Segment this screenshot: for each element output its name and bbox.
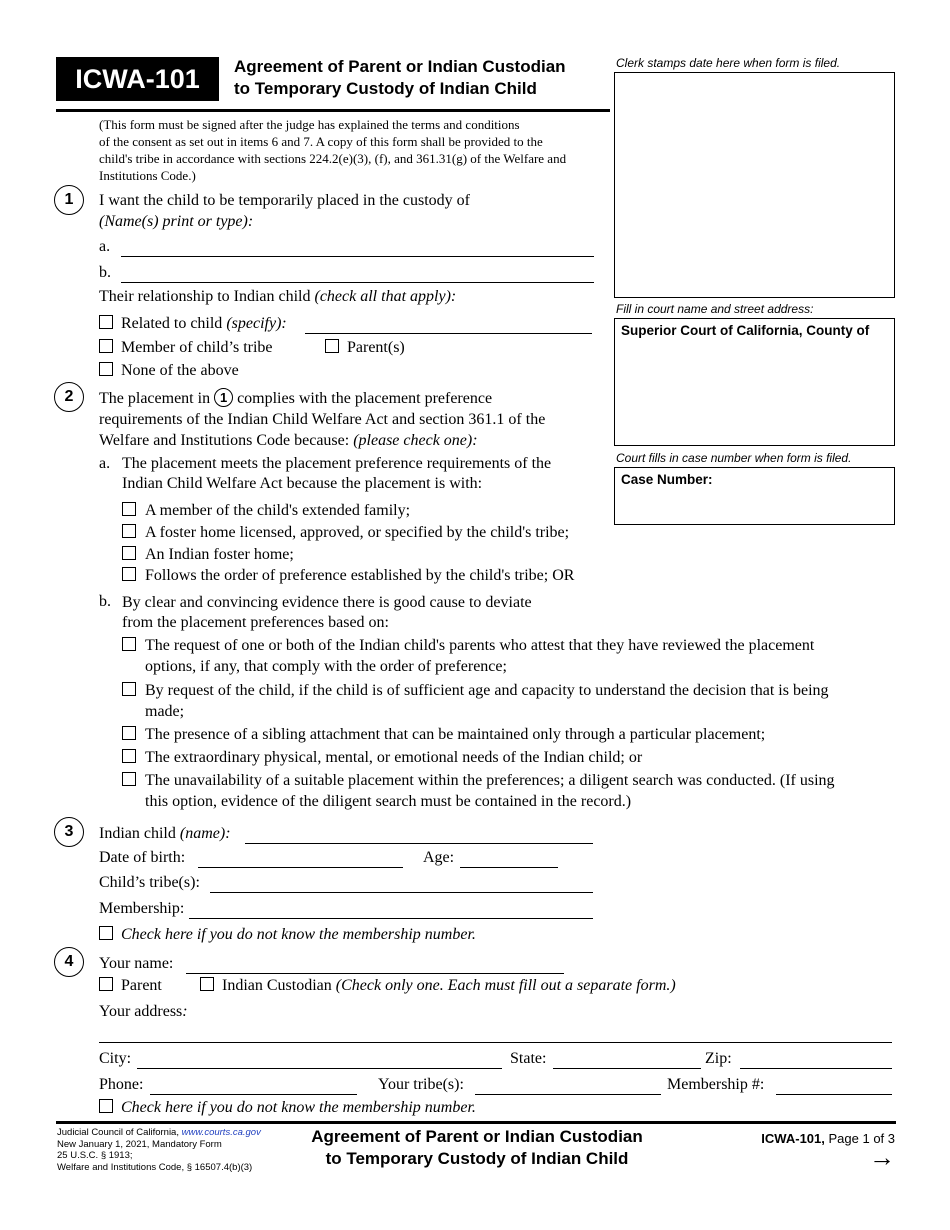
unavailability-checkbox[interactable] [122,772,136,786]
extended-family-checkbox[interactable] [122,502,136,516]
footer-form-number: ICWA-101, [761,1131,825,1146]
parent-label: Parent [121,977,162,994]
intro-line: (This form must be signed after the judge has explained the terms and conditions [99,117,520,132]
none-of-above-checkbox[interactable] [99,362,113,376]
item-2-line3 [99,431,478,450]
parent-request-label [145,636,814,676]
extended-family-label: A member of the child's extended family; [145,502,411,519]
footer-citation-line: 25 U.S.C. § 1913; [57,1150,133,1161]
indian-foster-home-label: An Indian foster home; [145,546,294,563]
form-number-badge: ICWA-101 [56,57,219,101]
item-2a-line1: The placement meets the placement preference requirements of the [122,455,552,472]
case-number-text: Case Number: [621,472,713,487]
extraordinary-needs-label: The extraordinary physical, mental, or emotional needs of the Indian child; or [145,749,643,766]
membership-number-label: Membership #: [667,1076,765,1093]
item-2-line1 [99,389,492,408]
item-2b-line2: from the placement preferences based on: [122,614,389,631]
relationship-hint: (check all that apply): [314,288,457,305]
indian-child-label [99,824,231,843]
court-name-text: Superior Court of California, County of [621,323,870,338]
form-title-line2: to Temporary Custody of Indian Child [234,79,537,98]
indian-custodian-checkbox[interactable] [200,977,214,991]
header-rule [56,109,610,112]
item-2-line2: requirements of the Indian Child Welfare Act and section 361.1 of the [99,411,546,428]
child-request-checkbox[interactable] [122,682,136,696]
your-address-field[interactable] [99,1042,892,1043]
age-label: Age: [423,849,455,866]
membership-label: Membership: [99,900,185,917]
your-membership-unknown-checkbox[interactable] [99,1099,113,1113]
related-to-child-label [121,314,287,333]
related-specify-field[interactable] [305,333,592,334]
tribe-order-label: Follows the order of preference established by the child's tribe; OR [145,567,575,584]
footer-rule [56,1121,896,1124]
state-field[interactable] [553,1068,701,1069]
your-address-text: Your address [99,1003,183,1020]
your-tribes-label: Your tribe(s): [378,1076,464,1093]
footer-title [282,1126,672,1170]
item-2b-label: b. [99,593,111,610]
city-field[interactable] [137,1068,502,1069]
member-of-tribe-checkbox[interactable] [99,339,113,353]
indian-child-hint: (name): [179,825,231,842]
relationship-text: Their relationship to Indian child [99,288,311,305]
clerk-stamp-box [614,72,895,298]
form-title [234,56,566,100]
indian-foster-home-checkbox[interactable] [122,546,136,560]
parents-checkbox[interactable] [325,339,339,353]
item-2-line3-text: Welfare and Institutions Code because: [99,432,350,449]
state-label: State: [510,1050,547,1067]
item-1-number: 1 [54,185,84,215]
child-request-line1: By request of the child, if the child is of sufficient age and capacity to understand the decision that is being [145,682,829,699]
parents-label: Parent(s) [347,339,405,356]
your-membership-unknown-label: Check here if you do not know the membership number. [121,1099,476,1116]
zip-field[interactable] [740,1068,892,1069]
your-address-colon: : [182,1003,188,1020]
member-of-tribe-label: Member of child’s tribe [121,339,273,356]
footer-citation-line: New January 1, 2021, Mandatory Form [57,1138,222,1150]
zip-label: Zip: [705,1050,732,1067]
related-to-child-checkbox[interactable] [99,315,113,329]
item-4-number: 4 [54,947,84,977]
item-2a-line2: Indian Child Welfare Act because the placement is with: [122,475,483,492]
footer-page-number: Page 1 of 3 [828,1131,895,1146]
footer-citation-line: Welfare and Institutions Code, § 16507.4(b)(3) [57,1161,253,1173]
next-page-arrow-icon[interactable]: → [869,1142,895,1172]
footer-title-line2: to Temporary Custody of Indian Child [325,1149,629,1168]
item-2-line1-post: complies with the placement preference [237,390,493,407]
parent-request-checkbox[interactable] [122,637,136,651]
case-number-label: Court fills in case number when form is filed. [616,451,852,465]
your-name-field[interactable] [186,973,564,974]
extraordinary-needs-checkbox[interactable] [122,749,136,763]
item-2-line3-hint: (please check one): [353,432,478,449]
sibling-attachment-checkbox[interactable] [122,726,136,740]
footer-title-line1: Agreement of Parent or Indian Custodian [311,1127,643,1146]
dob-label: Date of birth: [99,849,186,866]
custodian-name-b-field[interactable] [121,282,594,283]
intro-line: child's tribe in accordance with sections 224.2(e)(3), (f), and 361.31(g) of the Welfare and [99,151,567,166]
indian-custodian-hint: (Check only one. Each must fill out a separate form.) [335,977,676,994]
unavailability-label [145,771,835,811]
item-2a-label: a. [99,455,111,472]
tribal-foster-home-checkbox[interactable] [122,524,136,538]
your-address-label [99,1002,188,1021]
court-name-box[interactable] [614,318,895,446]
phone-field[interactable] [150,1094,357,1095]
your-tribes-field[interactable] [475,1094,661,1095]
relationship-label [99,287,456,306]
child-membership-unknown-checkbox[interactable] [99,926,113,940]
indian-custodian-label [222,976,676,995]
court-name-label: Fill in court name and street address: [616,302,814,316]
custodian-name-a-field[interactable] [121,256,594,257]
related-text: Related to child [121,315,223,332]
intro-line: Institutions Code.) [99,168,196,183]
dob-field[interactable] [198,867,403,868]
child-request-label [145,681,829,721]
child-tribes-field[interactable] [210,892,593,893]
parent-request-line1: The request of one or both of the Indian child's parents who attest that they have reviewed the placement [145,637,815,654]
phone-label: Phone: [99,1076,144,1093]
your-name-label: Your name: [99,955,174,972]
item-2-line1-pre: The placement in [99,390,211,407]
city-label: City: [99,1050,132,1067]
case-number-box[interactable] [614,467,895,525]
tribe-order-checkbox[interactable] [122,567,136,581]
related-hint: (specify): [226,315,287,332]
unavailability-line1: The unavailability of a suitable placement within the preferences; a diligent search was conducted. (If using [145,772,835,789]
footer-council: Judicial Council of California, [57,1127,179,1138]
indian-custodian-text: Indian Custodian [222,977,332,994]
item-1b-label: b. [99,264,111,281]
unavailability-line2: this option, evidence of the diligent search must be contained in the record.) [145,793,632,810]
clerk-stamp-label: Clerk stamps date here when form is filed. [616,56,841,70]
parent-request-line2: options, if any, that comply with the order of preference; [145,658,507,675]
form-title-line1: Agreement of Parent or Indian Custodian [234,57,566,76]
footer-council-line [57,1127,261,1139]
intro-line: of the consent as set out in items 6 and 7. A copy of this form shall be provided to the [99,134,543,149]
item-3-number: 3 [54,817,84,847]
item-1-reference: 1 [214,388,233,407]
membership-number-field[interactable] [776,1094,892,1095]
courts-website-link[interactable]: www.courts.ca.gov [181,1127,261,1138]
indian-child-name-field[interactable] [245,843,593,844]
none-of-above-label: None of the above [121,362,239,379]
footer-citation [57,1127,261,1173]
indian-child-text: Indian child [99,825,176,842]
age-field[interactable] [460,867,558,868]
tribal-foster-home-label: A foster home licensed, approved, or specified by the child's tribe; [145,524,570,541]
item-2-number: 2 [54,382,84,412]
child-request-line2: made; [145,703,185,720]
parent-checkbox[interactable] [99,977,113,991]
membership-field[interactable] [189,918,593,919]
item-2b-line1: By clear and convincing evidence there is good cause to deviate [122,594,532,611]
intro-paragraph [99,116,566,184]
item-1a-label: a. [99,238,111,255]
child-tribes-label: Child’s tribe(s): [99,874,200,891]
sibling-attachment-label: The presence of a sibling attachment that can be maintained only through a particular placement; [145,726,766,743]
item-1-hint: (Name(s) print or type): [99,213,254,230]
child-membership-unknown-label: Check here if you do not know the membership number. [121,926,476,943]
item-1-text: I want the child to be temporarily placed in the custody of [99,192,470,209]
